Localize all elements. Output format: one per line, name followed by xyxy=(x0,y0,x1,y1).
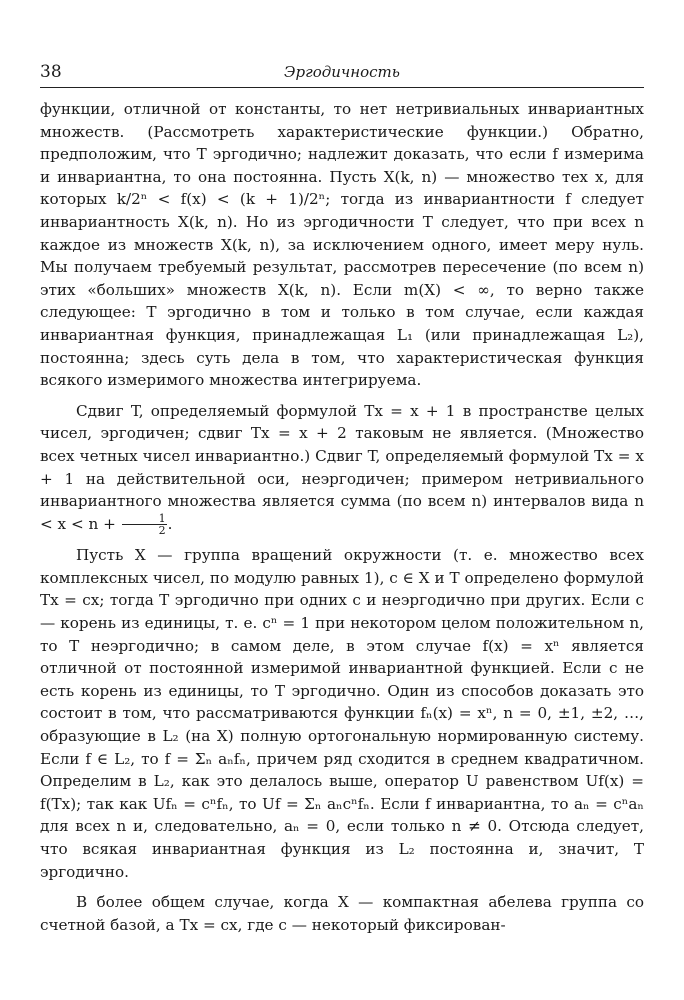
page-number: 38 xyxy=(40,62,62,82)
paragraph-2-text: Сдвиг T, определяемый формулой Tx = x + 1 в пространстве целых чисел, эргодичен; сдвиг Tx = x + 2 таковым не является. (Множество всех четных чисел инвариантно.) Сдвиг T, определяемый формулой Tx = x + 1 на действительной оси, неэргодичен; примером нетривиального инвариантного множества является сумма (по всем n) интервалов вида n < x < n + xyxy=(40,401,644,533)
header-rule xyxy=(40,87,644,88)
fraction-one-half xyxy=(122,513,167,536)
fraction-numerator: 1 xyxy=(122,513,167,525)
paragraph-1: функции, отличной от константы, то нет нетривиальных инвариантных множеств. (Рассмотреть характеристические функции.) Обратно, предположим, что T эргодично; надлежит доказать, что если f измерима и инвариантна, то она постоянна. Пусть X(k, n) — множество тех x, для которых k/2ⁿ < f(x) < (k + 1)/2ⁿ; тогда из инвариантности f следует инвариантность X(k, n). Но из эргодичности T следует, что при всех n каждое из множеств X(k, n), за исключением одного, имеет меру нуль. Мы получаем требуемый результат, рассмотрев пересечение (по всем n) этих «больших» множеств X(k, n). Если m(X) < ∞, то верно также следующее: T эргодично в том и только в том случае, если каждая инвариантная функция, принадлежащая L₁ (или принадлежащая L₂), постоянна; здесь суть дела в том, что характеристическая функция всякого измеримого множества интегрируема. xyxy=(40,100,644,390)
paragraph-2-end: . xyxy=(167,514,173,533)
paragraph-4: В более общем случае, когда X — компактная абелева группа со счетной базой, а Tx = cx, где c — некоторый фиксирован- xyxy=(40,893,644,934)
page-body xyxy=(40,98,644,936)
page-header xyxy=(40,58,644,86)
running-title: Эргодичность xyxy=(284,63,400,81)
fraction-denominator: 2 xyxy=(158,524,166,538)
paragraph-3: Пусть X — группа вращений окружности (т. е. множество всех комплексных чисел, по модулю равных 1), c ∈ X и T определено формулой Tx = cx; тогда T эргодично при одних c и неэргодично при других. Если c — корень из единицы, т. е. cⁿ = 1 при некотором целом положительном n, то T неэргодично; в самом деле, в этом случае f(x) = xⁿ является отличной от постоянной измеримой инвариантной функцией. Если c не есть корень из единицы, то T эргодично. Один из способов доказать это состоит в том, что рассматриваются функции fₙ(x) = xⁿ, n = 0, ±1, ±2, …, образующие в L₂ (на X) полную ортогональную нормированную систему. Если f ∈ L₂, то f = Σₙ aₙfₙ, причем ряд сходится в среднем квадратичном. Определим в L₂, как это делалось выше, оператор U равенством Uf(x) = f(Tx); так как Ufₙ = cⁿfₙ, то Uf = Σₙ aₙcⁿfₙ. Если f инвариантна, то aₙ = cⁿaₙ для всех n и, следовательно, aₙ = 0, если только n ≠ 0. Отсюда следует, что всякая инвариантная функция из L₂ постоянна и, значит, T эргодично. xyxy=(40,546,644,881)
paragraph-2 xyxy=(40,400,644,536)
